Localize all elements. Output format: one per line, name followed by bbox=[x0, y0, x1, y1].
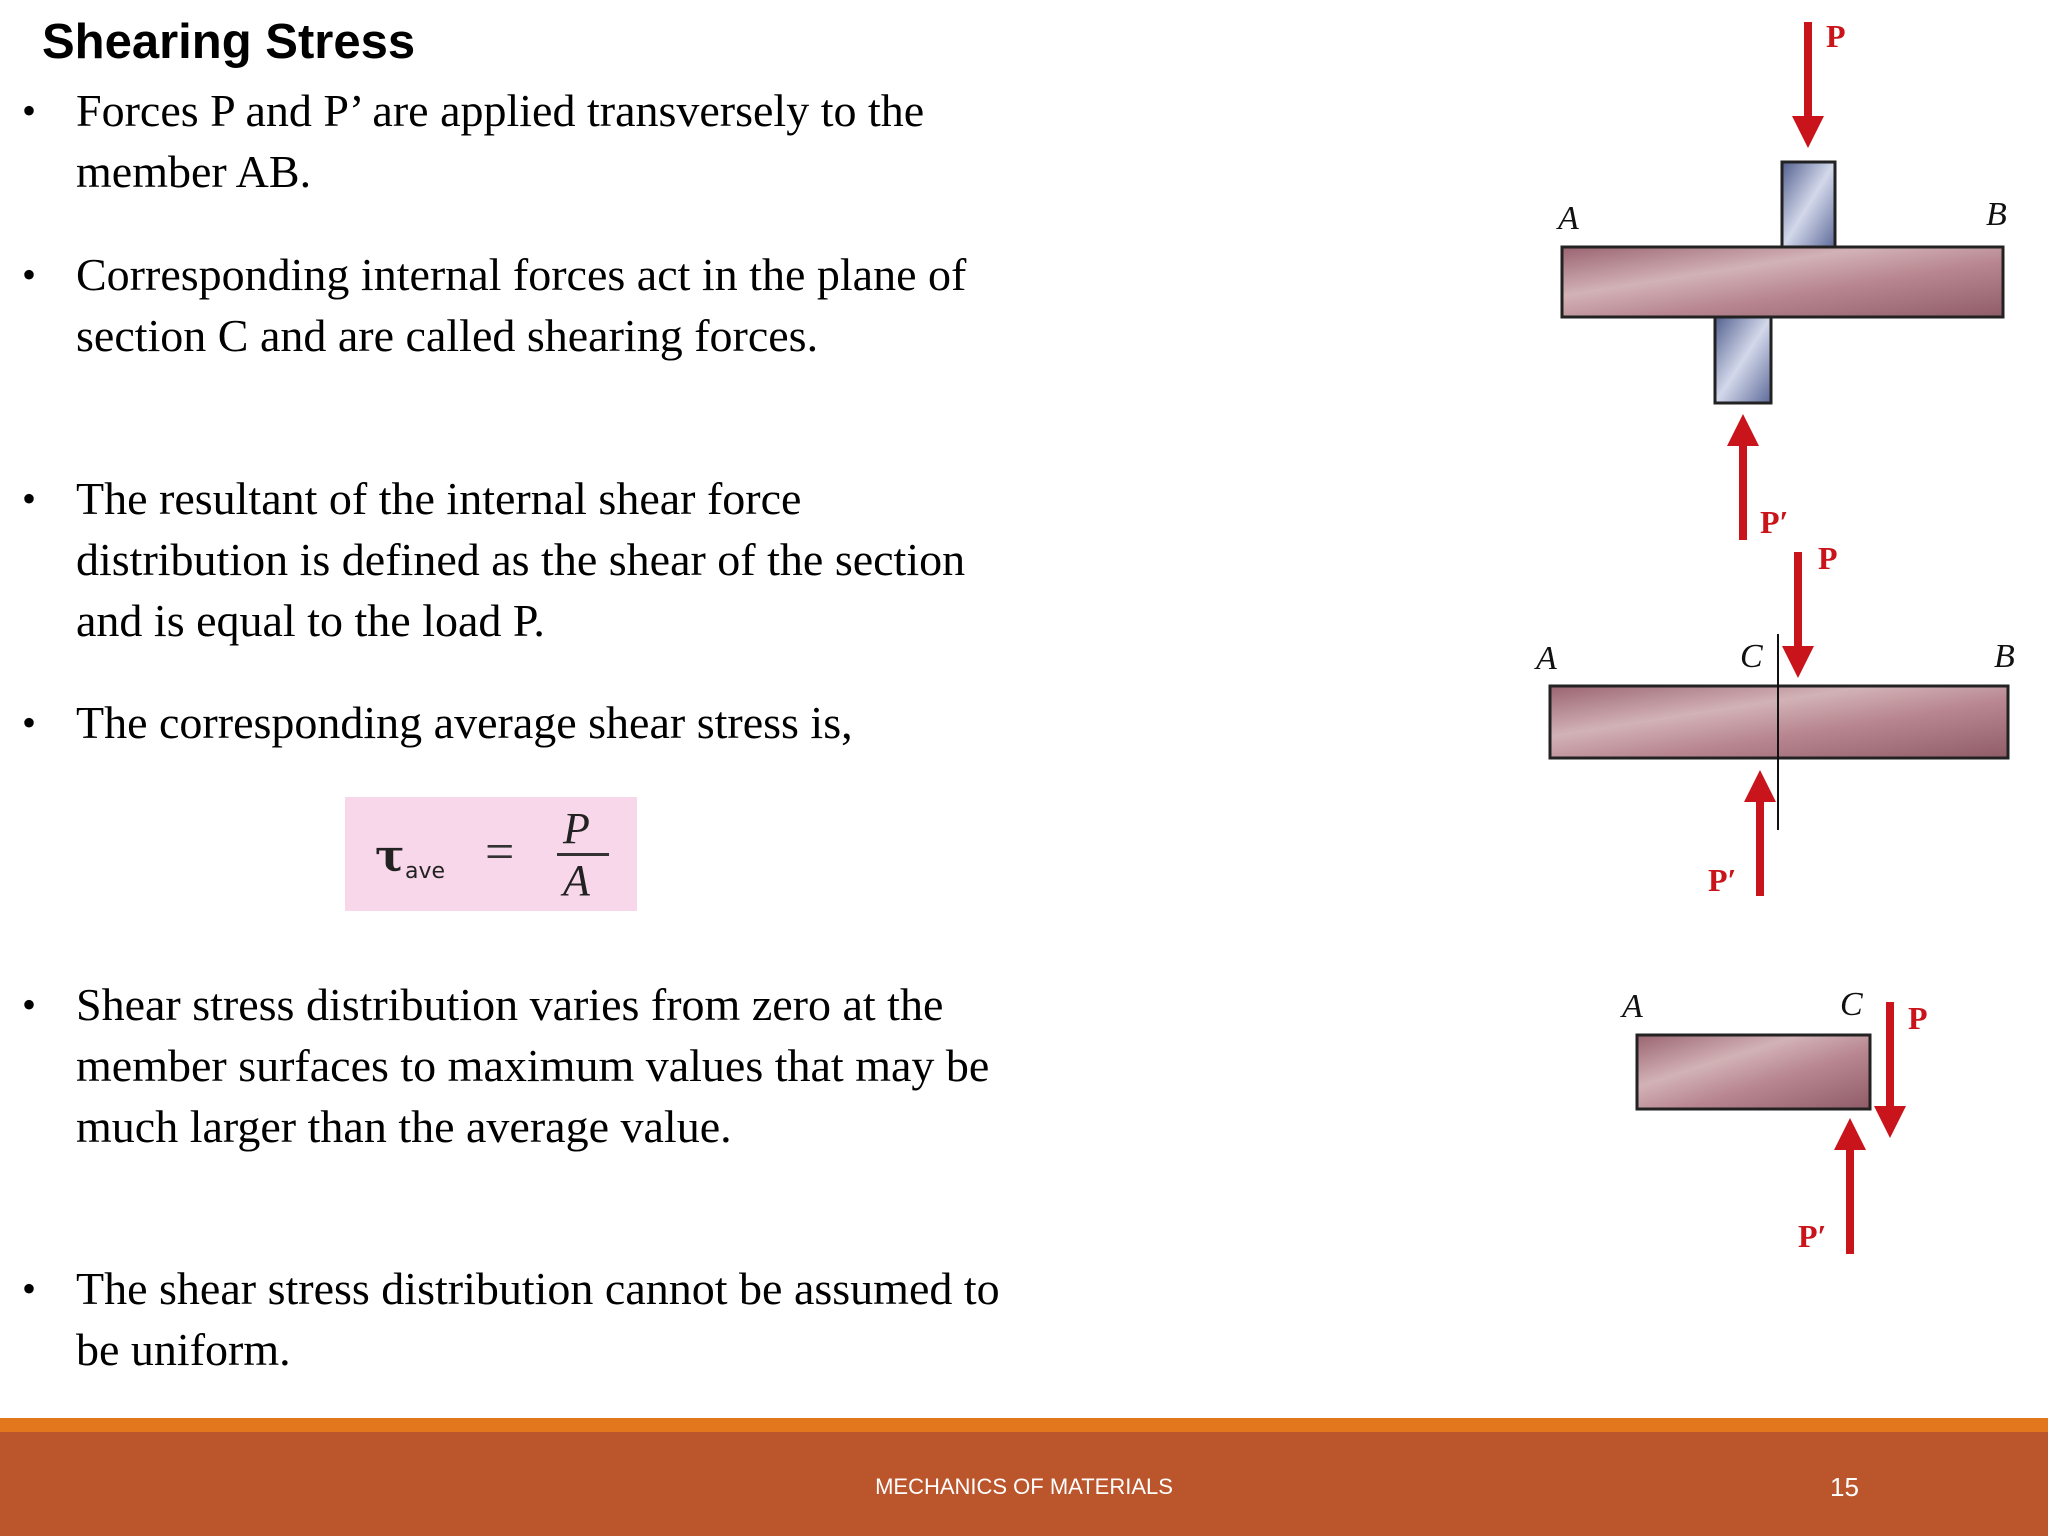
force-label-p-prime-bottom: P′ bbox=[1798, 1218, 1827, 1254]
bullet-marker: • bbox=[22, 476, 37, 521]
bullet-text: Shear stress distribution varies from zero at the member surfaces to maximum values that may be much larger than the average value. bbox=[76, 979, 990, 1152]
bullet-text: The resultant of the internal shear force distribution is defined as the shear of the section and is equal to the load P. bbox=[76, 473, 966, 646]
slide-title: Shearing Stress bbox=[42, 15, 416, 69]
bullet-text: Corresponding internal forces act in the plane of section C and are called shearing forces. bbox=[76, 249, 967, 361]
bullet-text: The corresponding average shear stress is, bbox=[76, 697, 853, 748]
footer-accent-line bbox=[0, 1418, 2048, 1432]
force-label-p-top: P bbox=[1826, 18, 1846, 54]
label-a-top: A bbox=[1558, 200, 1579, 237]
formula-equals: = bbox=[485, 824, 515, 881]
label-c-bottom: C bbox=[1840, 986, 1863, 1023]
formula-subscript: ave bbox=[405, 859, 446, 884]
label-a-bottom: A bbox=[1622, 988, 1643, 1025]
label-a-middle: A bbox=[1536, 640, 1557, 677]
bullet-marker: • bbox=[22, 1266, 37, 1311]
bullet-marker: • bbox=[22, 88, 37, 133]
bullet-marker: • bbox=[22, 982, 37, 1027]
label-b-top: B bbox=[1986, 196, 2007, 233]
formula-numerator: P bbox=[563, 804, 590, 853]
force-label-p-prime-top: P′ bbox=[1760, 504, 1789, 540]
member-ac-bottom bbox=[1637, 1035, 1870, 1109]
formula-denominator: A bbox=[563, 856, 590, 905]
slide-footer bbox=[0, 1432, 2048, 1536]
force-label-p-prime-middle: P′ bbox=[1708, 862, 1737, 898]
bullet-text: The shear stress distribution cannot be assumed to be uniform. bbox=[76, 1263, 1000, 1375]
formula-tau: τ bbox=[375, 831, 405, 882]
bullet-text: Forces P and P’ are applied transversely to the member AB. bbox=[76, 85, 925, 197]
page-number: 15 bbox=[1830, 1472, 1859, 1502]
force-label-p-bottom: P bbox=[1908, 1000, 1928, 1036]
member-ab-top bbox=[1562, 247, 2003, 317]
bullet-marker: • bbox=[22, 252, 37, 297]
footer-title: MECHANICS OF MATERIALS bbox=[875, 1474, 1173, 1499]
label-b-middle: B bbox=[1994, 638, 2015, 675]
force-label-p-middle: P bbox=[1818, 540, 1838, 576]
upper-pin bbox=[1782, 162, 1835, 248]
bullet-marker: • bbox=[22, 700, 37, 745]
lower-pin bbox=[1715, 317, 1771, 403]
label-c-middle: C bbox=[1740, 638, 1763, 675]
